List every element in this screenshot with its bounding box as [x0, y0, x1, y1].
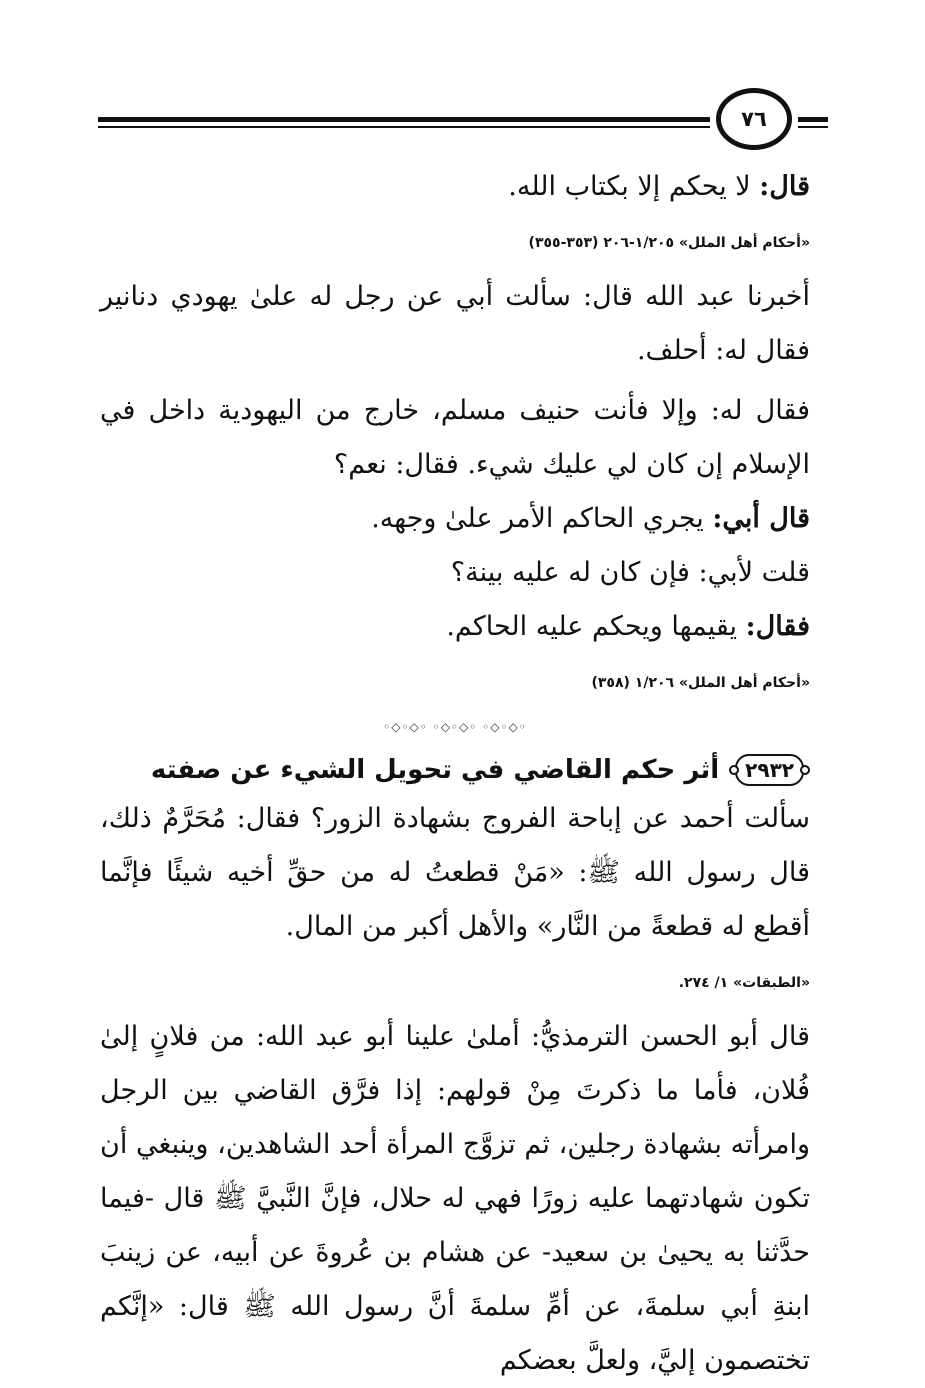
paragraph: [100, 600, 810, 654]
page-content: [100, 160, 810, 1388]
paragraph-text: يقيمها ويحكم عليه الحاكم.: [446, 611, 746, 642]
header-rule-thick: [98, 117, 710, 122]
header-rule-right-thick: [798, 117, 828, 122]
section-title: أثر حكم القاضي في تحويل الشيء عن صفته: [150, 755, 720, 785]
paragraph-text: سألت أحمد عن إباحة الفروج بشهادة الزور؟ فقال: مُحَرَّمٌ ذلك، قال رسول الله ﷺ: «مَنْ قطعتُ له من حقِّ أخيه شيئًا فإنَّما أقطع له قطعةً من النَّار» والأهل أكبر من المال.: [100, 803, 810, 942]
paragraph-lead: قال:: [759, 171, 810, 202]
paragraph-lead: فقال:: [745, 611, 810, 642]
paragraph: [100, 546, 810, 600]
paragraph-text: قال أبو الحسن الترمذيُّ: أملىٰ علينا أبو عبد الله: من فلانٍ إلىٰ فُلان، فأما ما ذكرتَ مِنْ قولهم: إذا فرَّق القاضي بين الرجل وامرأته بشهادة رجلين، ثم تزوَّج المرأة أحد الشاهدين، وينبغي أن تكون شهادتهما عليه زورًا فهي له حلال، فإنَّ النَّبيَّ ﷺ قال -فيما حدَّثنا به يحيىٰ بن سعيد- عن هشام بن عُروةَ عن أبيه، عن زينبَ ابنةِ أبي سلمةَ، عن أمِّ سلمةَ أنَّ رسول الله ﷺ قال: «إنَّكم تختصمون إليَّ، ولعلَّ بعضكم: [100, 1021, 810, 1376]
citation: «أحكام أهل الملل» ١/٢٠٥-٢٠٦ (٣٥٣-٣٥٥): [528, 235, 810, 251]
section-number-badge: ٢٩٣٢: [735, 754, 804, 786]
paragraph-text: لا يحكم إلا بكتاب الله.: [508, 171, 760, 202]
page-header: [98, 88, 828, 152]
paragraph-text: أخبرنا عبد الله قال: سألت أبي عن رجل له علىٰ يهودي دنانير فقال له: أحلف.: [100, 281, 810, 366]
paragraph-text: يجري الحاكم الأمر علىٰ وجهه.: [371, 503, 713, 534]
header-rule-thin: [98, 126, 710, 128]
citation: «أحكام أهل الملل» ١/٢٠٦ (٣٥٨): [591, 675, 810, 691]
paragraph: [100, 270, 810, 378]
paragraph: [100, 160, 810, 214]
paragraph-lead: قال أبي:: [712, 503, 810, 534]
section-divider-ornament: ◦◇◦◇◦ ◦◇◦◇◦ ◦◇◦◇◦: [383, 720, 527, 734]
section-heading: [100, 754, 810, 786]
paragraph: [100, 792, 810, 954]
citation: «الطبقات» ١/ ٢٧٤.: [678, 975, 810, 991]
header-rule-right-thin: [798, 126, 828, 128]
paragraph-text: قلت لأبي: فإن كان له عليه بينة؟: [450, 557, 810, 588]
page-number: ٧٦: [716, 88, 792, 150]
paragraph-text: فقال له: وإلا فأنت حنيف مسلم، خارج من اليهودية داخل في الإسلام إن كان لي عليك شيء. فقال: نعم؟: [100, 395, 810, 480]
paragraph: [100, 384, 810, 492]
paragraph: [100, 1010, 810, 1388]
paragraph: [100, 492, 810, 546]
